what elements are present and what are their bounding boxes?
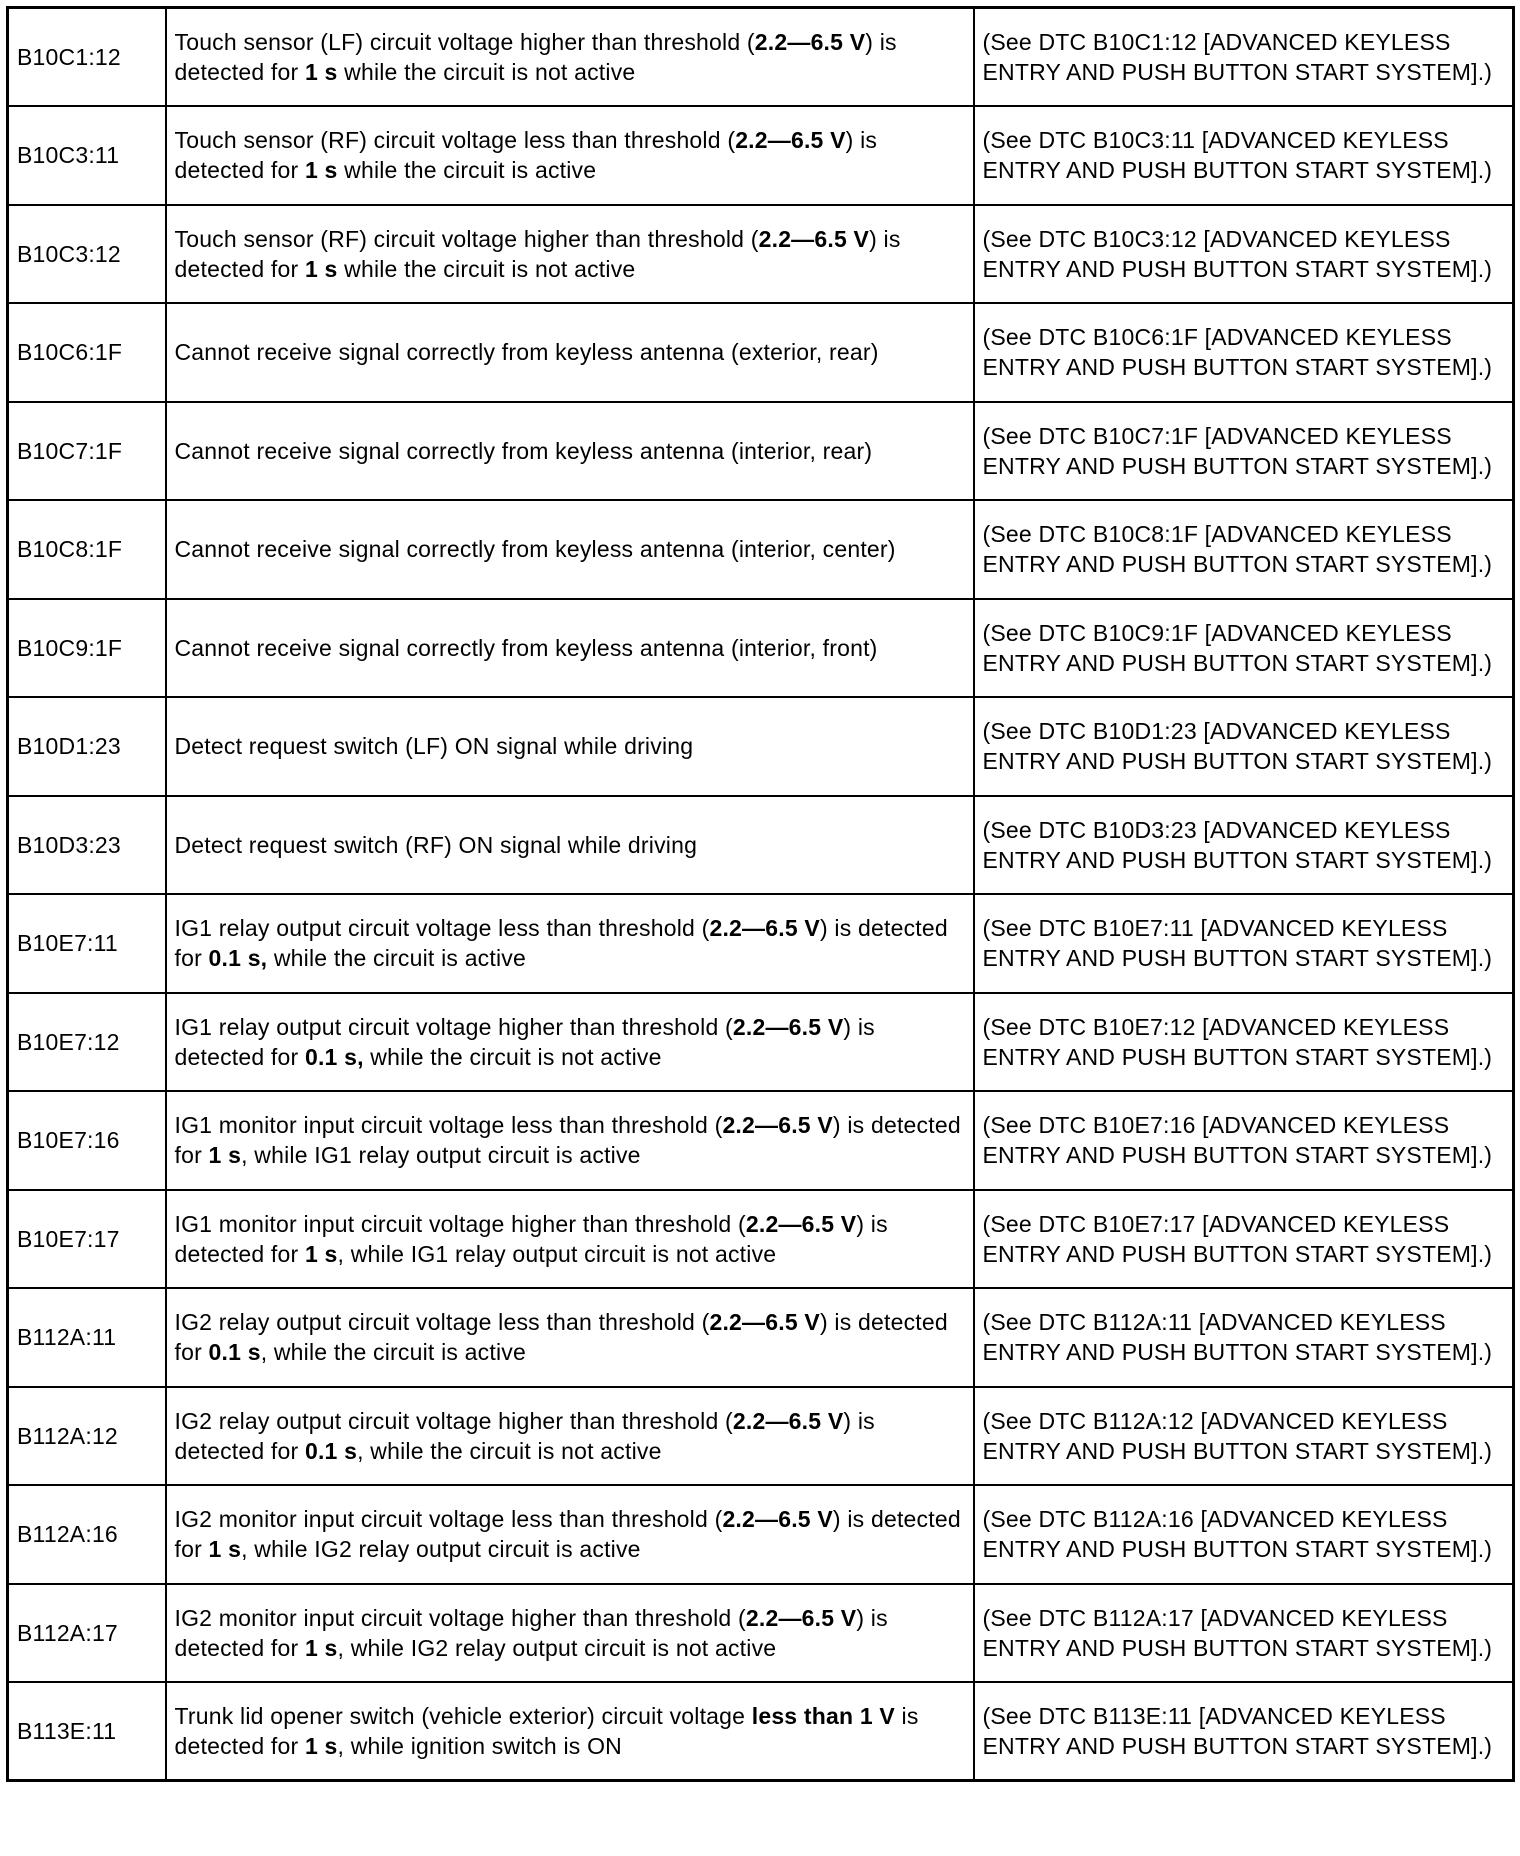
table-row xyxy=(8,1682,1514,1781)
dtc-reference-cell: (See DTC B10C6:1F [ADVANCED KEYLESS ENTRY AND PUSH BUTTON START SYSTEM].) xyxy=(974,303,1514,402)
condition-value-bold: 1 s xyxy=(304,1240,338,1267)
condition-text: IG1 relay output circuit voltage higher than threshold ( xyxy=(174,1013,733,1040)
condition-text: Touch sensor (LF) circuit voltage higher than threshold ( xyxy=(174,29,755,55)
dtc-reference-cell: (See DTC B112A:11 [ADVANCED KEYLESS ENTRY AND PUSH BUTTON START SYSTEM].) xyxy=(974,1288,1514,1387)
dtc-table xyxy=(6,6,1515,1782)
condition-text: , while the circuit is active xyxy=(260,1339,526,1366)
dtc-condition-cell xyxy=(166,796,974,895)
condition-text: ) is detected for xyxy=(174,29,897,85)
condition-text: Detect request switch (RF) ON signal while driving xyxy=(174,831,698,858)
condition-text: ) is detected for xyxy=(174,915,948,972)
table-row xyxy=(8,8,1514,107)
dtc-condition-cell xyxy=(166,993,974,1092)
dtc-code-cell: B112A:12 xyxy=(8,1387,166,1486)
condition-text: IG1 relay output circuit voltage less than threshold ( xyxy=(174,915,710,942)
table-row xyxy=(8,303,1514,402)
dtc-reference-cell: (See DTC B112A:17 [ADVANCED KEYLESS ENTRY AND PUSH BUTTON START SYSTEM].) xyxy=(974,1584,1514,1683)
condition-text: , while IG1 relay output circuit is not active xyxy=(337,1240,777,1267)
table-row xyxy=(8,1190,1514,1289)
dtc-reference-cell: (See DTC B10E7:11 [ADVANCED KEYLESS ENTRY AND PUSH BUTTON START SYSTEM].) xyxy=(974,894,1514,993)
condition-text: IG2 monitor input circuit voltage less than threshold ( xyxy=(174,1506,723,1533)
condition-value-bold: 2.2—6.5 V xyxy=(722,1112,833,1139)
dtc-code-cell: B10E7:11 xyxy=(8,894,166,993)
condition-value-bold: 1 s xyxy=(304,255,338,282)
condition-value-bold: 2.2—6.5 V xyxy=(709,1309,820,1336)
dtc-condition-cell xyxy=(166,599,974,698)
condition-text: Detect request switch (LF) ON signal while driving xyxy=(174,733,694,760)
dtc-condition-cell xyxy=(166,303,974,402)
condition-text: ) is detected for xyxy=(174,127,878,184)
condition-value-bold: 2.2—6.5 V xyxy=(735,127,846,154)
dtc-condition-cell xyxy=(166,402,974,501)
dtc-reference-cell: (See DTC B112A:16 [ADVANCED KEYLESS ENTRY AND PUSH BUTTON START SYSTEM].) xyxy=(974,1485,1514,1584)
dtc-condition-cell xyxy=(166,1288,974,1387)
condition-value-bold: 2.2—6.5 V xyxy=(709,915,820,942)
condition-value-bold: 2.2—6.5 V xyxy=(722,1506,833,1533)
condition-text: while the circuit is not active xyxy=(363,1043,662,1070)
condition-value-bold: 1 s xyxy=(304,59,338,85)
dtc-code-cell: B10C3:11 xyxy=(8,106,166,205)
condition-text: ) is detected for xyxy=(174,1309,948,1366)
condition-text: , while IG2 relay output circuit is active xyxy=(241,1536,641,1563)
table-row xyxy=(8,500,1514,599)
table-row xyxy=(8,796,1514,895)
dtc-table-page xyxy=(6,6,1512,1850)
dtc-code-cell: B10D3:23 xyxy=(8,796,166,895)
dtc-condition-cell xyxy=(166,697,974,796)
dtc-reference-cell: (See DTC B113E:11 [ADVANCED KEYLESS ENTRY AND PUSH BUTTON START SYSTEM].) xyxy=(974,1682,1514,1781)
dtc-code-cell: B112A:17 xyxy=(8,1584,166,1683)
condition-text: ) is detected for xyxy=(174,225,901,282)
dtc-code-cell: B10E7:17 xyxy=(8,1190,166,1289)
dtc-condition-cell xyxy=(166,1584,974,1683)
dtc-reference-cell: (See DTC B10C7:1F [ADVANCED KEYLESS ENTRY AND PUSH BUTTON START SYSTEM].) xyxy=(974,402,1514,501)
condition-value-bold: 1 s xyxy=(208,1536,242,1563)
condition-text: ) is detected for xyxy=(174,1112,961,1169)
condition-text: IG2 relay output circuit voltage less than threshold ( xyxy=(174,1309,710,1336)
dtc-condition-cell xyxy=(166,205,974,304)
dtc-condition-cell xyxy=(166,1682,974,1781)
condition-text: Trunk lid opener switch (vehicle exterior) circuit voltage xyxy=(174,1703,752,1729)
dtc-code-cell: B10C7:1F xyxy=(8,402,166,501)
dtc-code-cell: B112A:11 xyxy=(8,1288,166,1387)
condition-text: ) is detected for xyxy=(174,1013,875,1070)
condition-text: ) is detected for xyxy=(174,1407,875,1464)
dtc-condition-cell xyxy=(166,894,974,993)
condition-text: while the circuit is active xyxy=(337,157,597,184)
condition-value-bold: 0.1 s xyxy=(304,1437,358,1464)
condition-value-bold: 1 s xyxy=(304,1733,338,1759)
condition-value-bold: 0.1 s, xyxy=(208,945,268,972)
dtc-code-cell: B113E:11 xyxy=(8,1682,166,1781)
condition-text: Touch sensor (RF) circuit voltage less than threshold ( xyxy=(174,127,736,154)
table-row xyxy=(8,1584,1514,1683)
condition-text: IG1 monitor input circuit voltage less than threshold ( xyxy=(174,1112,723,1139)
dtc-code-cell: B10D1:23 xyxy=(8,697,166,796)
dtc-code-cell: B112A:16 xyxy=(8,1485,166,1584)
condition-value-bold: 2.2—6.5 V xyxy=(754,29,866,55)
dtc-reference-cell: (See DTC B10E7:17 [ADVANCED KEYLESS ENTRY AND PUSH BUTTON START SYSTEM].) xyxy=(974,1190,1514,1289)
condition-text: Cannot receive signal correctly from keyless antenna (interior, rear) xyxy=(174,437,873,464)
dtc-reference-cell: (See DTC B10D3:23 [ADVANCED KEYLESS ENTRY AND PUSH BUTTON START SYSTEM].) xyxy=(974,796,1514,895)
dtc-reference-cell: (See DTC B10C9:1F [ADVANCED KEYLESS ENTRY AND PUSH BUTTON START SYSTEM].) xyxy=(974,599,1514,698)
condition-text: Cannot receive signal correctly from keyless antenna (interior, front) xyxy=(174,634,878,661)
table-row xyxy=(8,599,1514,698)
table-row xyxy=(8,106,1514,205)
condition-value-bold: 1 s xyxy=(208,1142,242,1169)
condition-text: while the circuit is not active xyxy=(337,59,636,85)
condition-text: while the circuit is not active xyxy=(337,255,636,282)
condition-value-bold: 2.2—6.5 V xyxy=(732,1013,844,1040)
condition-value-bold: 0.1 s xyxy=(208,1339,261,1366)
condition-value-bold: 1 s xyxy=(304,157,338,184)
condition-text: ) is detected for xyxy=(174,1210,888,1267)
dtc-code-cell: B10C8:1F xyxy=(8,500,166,599)
condition-text: Cannot receive signal correctly from keyless antenna (exterior, rear) xyxy=(174,339,879,366)
condition-value-bold: 2.2—6.5 V xyxy=(758,225,870,252)
dtc-reference-cell: (See DTC B10C3:12 [ADVANCED KEYLESS ENTRY AND PUSH BUTTON START SYSTEM].) xyxy=(974,205,1514,304)
condition-text: Touch sensor (RF) circuit voltage higher than threshold ( xyxy=(174,225,759,252)
table-row xyxy=(8,1485,1514,1584)
condition-text: ) is detected for xyxy=(174,1604,888,1661)
dtc-code-cell: B10E7:12 xyxy=(8,993,166,1092)
dtc-reference-cell: (See DTC B10C1:12 [ADVANCED KEYLESS ENTRY AND PUSH BUTTON START SYSTEM].) xyxy=(974,8,1514,107)
dtc-code-cell: B10C9:1F xyxy=(8,599,166,698)
dtc-condition-cell xyxy=(166,8,974,107)
condition-value-bold: 2.2—6.5 V xyxy=(745,1210,857,1237)
dtc-reference-cell: (See DTC B112A:12 [ADVANCED KEYLESS ENTRY AND PUSH BUTTON START SYSTEM].) xyxy=(974,1387,1514,1486)
condition-value-bold: 2.2—6.5 V xyxy=(732,1407,844,1434)
condition-text: , while ignition switch is ON xyxy=(337,1733,622,1759)
dtc-reference-cell: (See DTC B10D1:23 [ADVANCED KEYLESS ENTRY AND PUSH BUTTON START SYSTEM].) xyxy=(974,697,1514,796)
dtc-reference-cell: (See DTC B10C3:11 [ADVANCED KEYLESS ENTRY AND PUSH BUTTON START SYSTEM].) xyxy=(974,106,1514,205)
condition-value-bold: 1 s xyxy=(304,1634,338,1661)
condition-text: IG1 monitor input circuit voltage higher than threshold ( xyxy=(174,1210,746,1237)
dtc-reference-cell: (See DTC B10E7:12 [ADVANCED KEYLESS ENTRY AND PUSH BUTTON START SYSTEM].) xyxy=(974,993,1514,1092)
table-row xyxy=(8,402,1514,501)
dtc-condition-cell xyxy=(166,1190,974,1289)
condition-text: , while the circuit is not active xyxy=(357,1437,662,1464)
table-row xyxy=(8,1091,1514,1190)
dtc-code-cell: B10C3:12 xyxy=(8,205,166,304)
condition-text: , while IG1 relay output circuit is active xyxy=(241,1142,641,1169)
table-row xyxy=(8,1288,1514,1387)
condition-text: IG2 relay output circuit voltage higher than threshold ( xyxy=(174,1407,733,1434)
condition-text: ) is detected for xyxy=(174,1506,961,1563)
condition-value-bold: 2.2—6.5 V xyxy=(745,1604,857,1631)
dtc-code-cell: B10C6:1F xyxy=(8,303,166,402)
table-row xyxy=(8,894,1514,993)
dtc-condition-cell xyxy=(166,1387,974,1486)
dtc-reference-cell: (See DTC B10E7:16 [ADVANCED KEYLESS ENTRY AND PUSH BUTTON START SYSTEM].) xyxy=(974,1091,1514,1190)
dtc-reference-cell: (See DTC B10C8:1F [ADVANCED KEYLESS ENTRY AND PUSH BUTTON START SYSTEM].) xyxy=(974,500,1514,599)
dtc-code-cell: B10C1:12 xyxy=(8,8,166,107)
condition-value-bold: 0.1 s, xyxy=(304,1043,364,1070)
condition-value-bold: less than 1 V xyxy=(751,1703,895,1729)
table-row xyxy=(8,697,1514,796)
table-row xyxy=(8,993,1514,1092)
dtc-condition-cell xyxy=(166,500,974,599)
condition-text: while the circuit is active xyxy=(267,945,526,972)
condition-text: Cannot receive signal correctly from keyless antenna (interior, center) xyxy=(174,536,896,563)
dtc-table-body xyxy=(8,8,1514,1781)
condition-text: , while IG2 relay output circuit is not active xyxy=(337,1634,777,1661)
dtc-code-cell: B10E7:16 xyxy=(8,1091,166,1190)
dtc-condition-cell xyxy=(166,1091,974,1190)
dtc-condition-cell xyxy=(166,106,974,205)
condition-text: is detected for xyxy=(174,1703,919,1759)
table-row xyxy=(8,205,1514,304)
table-row xyxy=(8,1387,1514,1486)
condition-text: IG2 monitor input circuit voltage higher than threshold ( xyxy=(174,1604,746,1631)
dtc-condition-cell xyxy=(166,1485,974,1584)
